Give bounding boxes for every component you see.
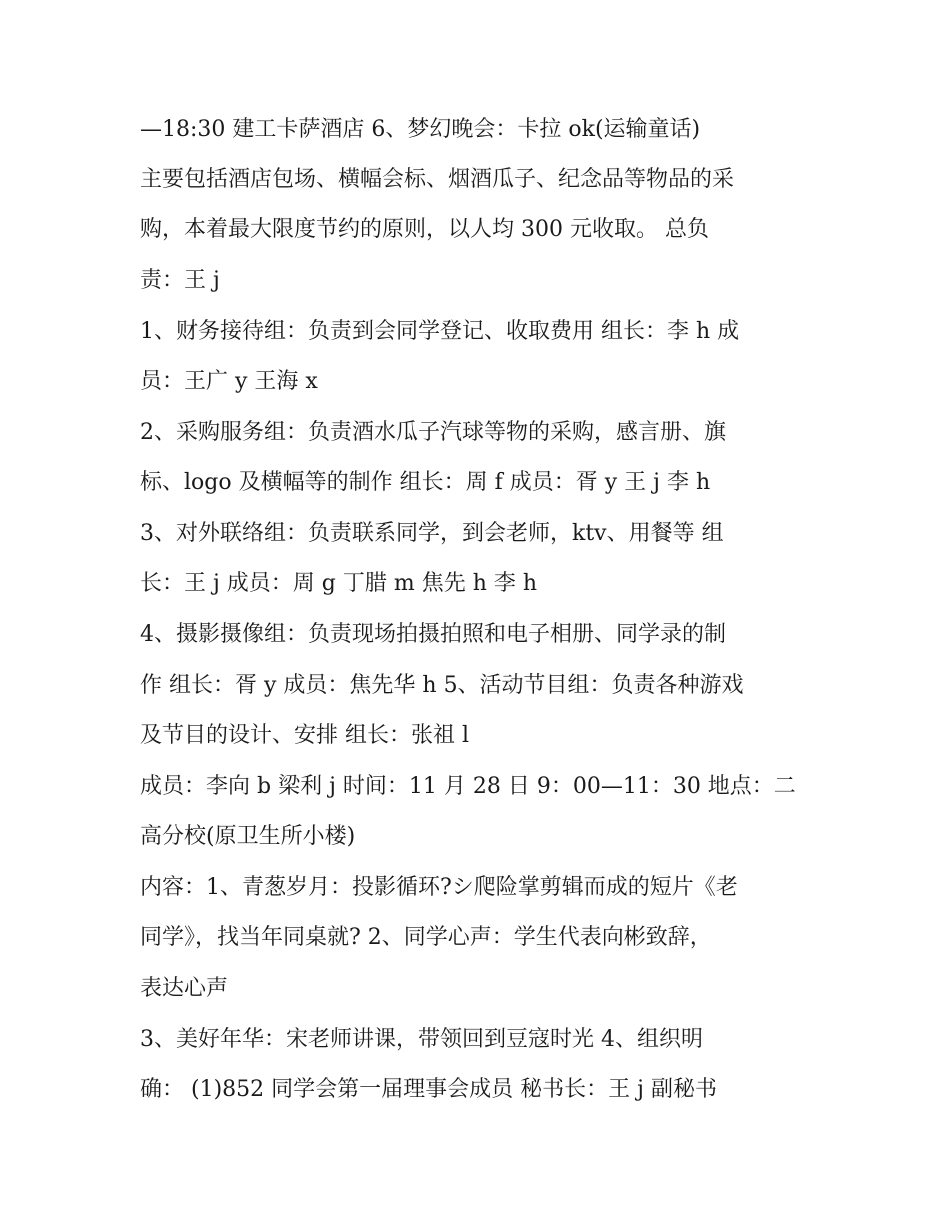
- text-line-19: 3、美好年华：宋老师讲课，带领回到豆寇时光 4、组织明: [140, 1027, 703, 1052]
- text-line-13: 及节目的设计、安排 组长：张祖 l: [140, 723, 470, 748]
- text-line-1: —18:30 建工卡萨酒店 6、梦幻晚会：卡拉 ok(运输童话): [140, 117, 701, 142]
- text-line-4: 责：王 j: [140, 268, 220, 293]
- text-line-15: 高分校(原卫生所小楼): [140, 824, 356, 849]
- text-line-8: 标、logo 及横幅等的制作 组长：周 f 成员：胥 y 王 j 李 h: [140, 470, 711, 495]
- text-line-14: 成员：李向 b 梁利 j 时间：11 月 28 日 9：00—11：30 地点：二: [140, 774, 796, 799]
- text-line-18: 表达心声: [140, 976, 229, 1001]
- text-line-11: 4、摄影摄像组：负责现场拍摄拍照和电子相册、同学录的制: [140, 622, 726, 647]
- text-line-3: 购，本着最大限度节约的原则，以人均 300 元收取。 总负: [140, 217, 709, 242]
- text-line-16: 内容：1、青葱岁月：投影循环?シ爬险掌剪辑而成的短片《老: [140, 875, 738, 900]
- text-line-17: 同学》，找当年同桌就? 2、同学心声：学生代表向彬致辞，: [140, 925, 712, 950]
- text-line-9: 3、对外联络组：负责联系同学，到会老师，ktv、用餐等 组: [140, 521, 724, 546]
- text-line-2: 主要包括酒店包场、横幅会标、烟酒瓜子、纪念品等物品的采: [140, 167, 735, 192]
- text-line-6: 员：王广 y 王海 x: [140, 369, 318, 394]
- text-line-12: 作 组长：胥 y 成员：焦先华 h 5、活动节目组：负责各种游戏: [140, 673, 744, 698]
- text-line-10: 长：王 j 成员：周 g 丁腊 m 焦先 h 李 h: [140, 571, 538, 596]
- text-line-5: 1、财务接待组：负责到会同学登记、收取费用 组长：李 h 成: [140, 319, 740, 344]
- text-line-20: 确： (1)852 同学会第一届理事会成员 秘书长：王 j 副秘书: [140, 1077, 717, 1102]
- text-line-7: 2、采购服务组：负责酒水瓜子汽球等物的采购，感言册、旗: [140, 420, 726, 445]
